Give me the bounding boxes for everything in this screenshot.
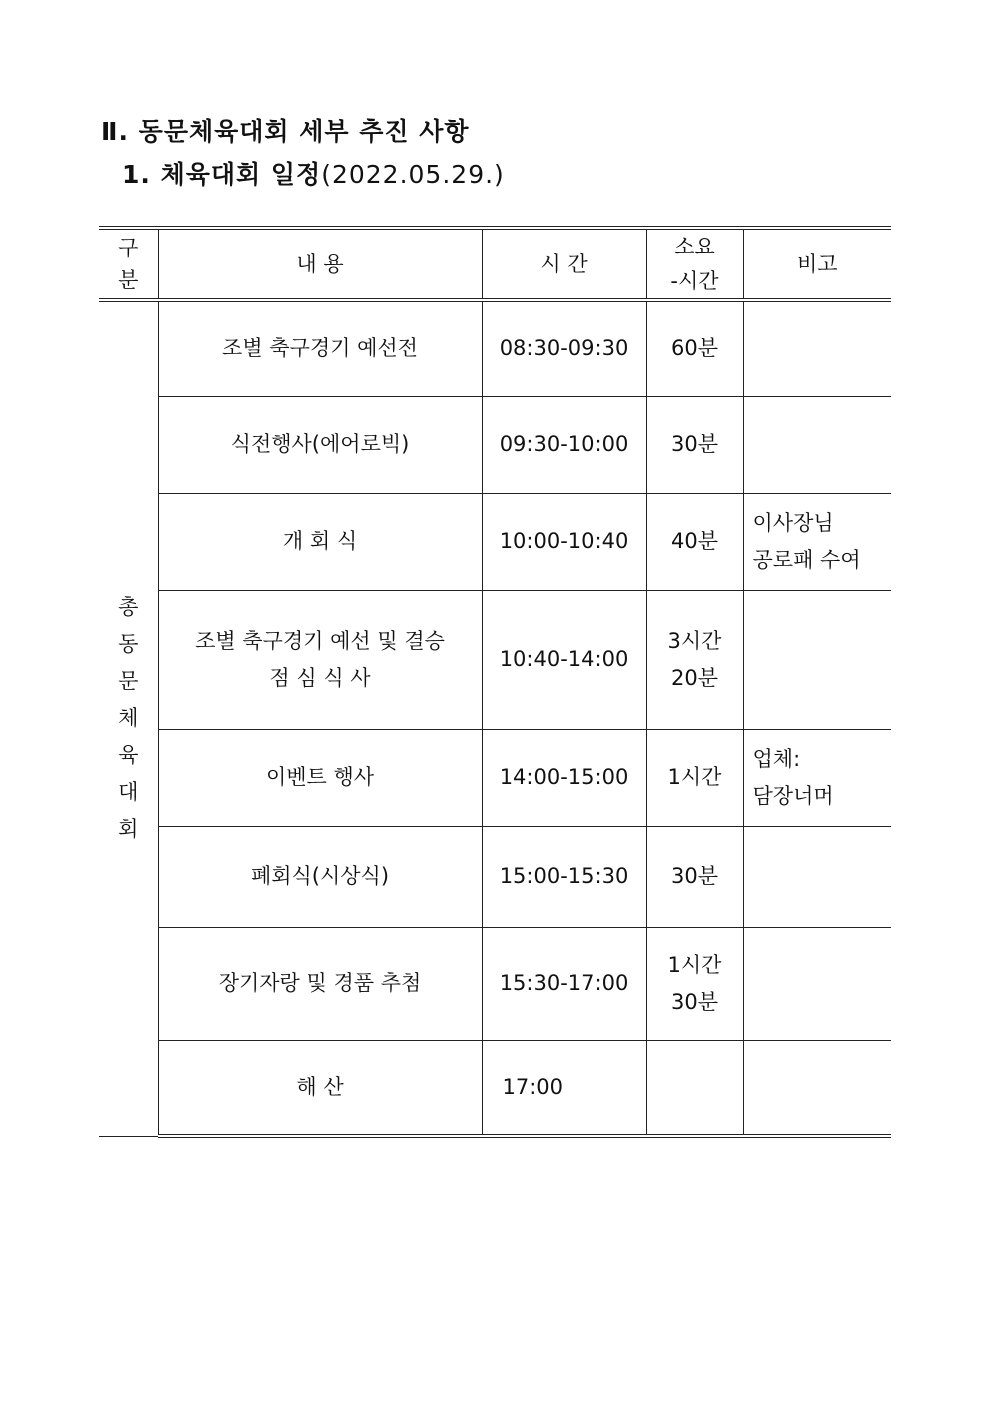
row-content: 폐회식(시상식) bbox=[158, 826, 482, 927]
table-row bbox=[99, 493, 891, 590]
table-row bbox=[99, 300, 891, 396]
table-header-row bbox=[99, 228, 891, 300]
row-duration bbox=[646, 1040, 743, 1136]
row-note: 이사장님 공로패 수여 bbox=[743, 493, 891, 590]
row-content: 조별 축구경기 예선 및 결승 점 심 식 사 bbox=[158, 590, 482, 729]
row-note bbox=[743, 826, 891, 927]
row-time: 15:30-17:00 bbox=[482, 927, 646, 1040]
row-time: 14:00-15:00 bbox=[482, 729, 646, 826]
schedule-heading-title: 1. 체육대회 일정 bbox=[122, 160, 322, 189]
header-time: 시 간 bbox=[482, 228, 646, 300]
row-time: 15:00-15:30 bbox=[482, 826, 646, 927]
table-row bbox=[99, 1040, 891, 1136]
header-duration: 소요 -시간 bbox=[646, 228, 743, 300]
row-content: 장기자랑 및 경품 추첨 bbox=[158, 927, 482, 1040]
row-time: 17:00 bbox=[482, 1040, 646, 1136]
table-row bbox=[99, 590, 891, 729]
table-row bbox=[99, 826, 891, 927]
schedule-heading-date: (2022.05.29.) bbox=[321, 160, 505, 189]
section-heading: Ⅱ. 동문체육대회 세부 추진 사항 bbox=[101, 117, 470, 146]
table-row bbox=[99, 927, 891, 1040]
header-content: 내 용 bbox=[158, 228, 482, 300]
row-time: 09:30-10:00 bbox=[482, 396, 646, 493]
row-note bbox=[743, 590, 891, 729]
table-row bbox=[99, 729, 891, 826]
row-note bbox=[743, 927, 891, 1040]
row-note bbox=[743, 1040, 891, 1136]
row-duration: 40분 bbox=[646, 493, 743, 590]
schedule-table bbox=[99, 226, 891, 1138]
table-row bbox=[99, 396, 891, 493]
row-note bbox=[743, 300, 891, 396]
schedule-heading bbox=[122, 155, 505, 191]
row-time: 10:40-14:00 bbox=[482, 590, 646, 729]
row-content: 개 회 식 bbox=[158, 493, 482, 590]
row-duration: 60분 bbox=[646, 300, 743, 396]
row-content: 조별 축구경기 예선전 bbox=[158, 300, 482, 396]
row-duration: 3시간 20분 bbox=[646, 590, 743, 729]
row-duration: 1시간 bbox=[646, 729, 743, 826]
header-note: 비고 bbox=[743, 228, 891, 300]
row-duration: 30분 bbox=[646, 826, 743, 927]
row-time: 08:30-09:30 bbox=[482, 300, 646, 396]
row-duration: 30분 bbox=[646, 396, 743, 493]
row-duration: 1시간 30분 bbox=[646, 927, 743, 1040]
header-category: 구분 bbox=[99, 228, 158, 300]
category-cell: 총동문체육대회 bbox=[99, 300, 158, 1136]
row-note: 업체: 담장너머 bbox=[743, 729, 891, 826]
row-content: 이벤트 행사 bbox=[158, 729, 482, 826]
row-note bbox=[743, 396, 891, 493]
row-content: 식전행사(에어로빅) bbox=[158, 396, 482, 493]
row-content: 해 산 bbox=[158, 1040, 482, 1136]
row-time: 10:00-10:40 bbox=[482, 493, 646, 590]
